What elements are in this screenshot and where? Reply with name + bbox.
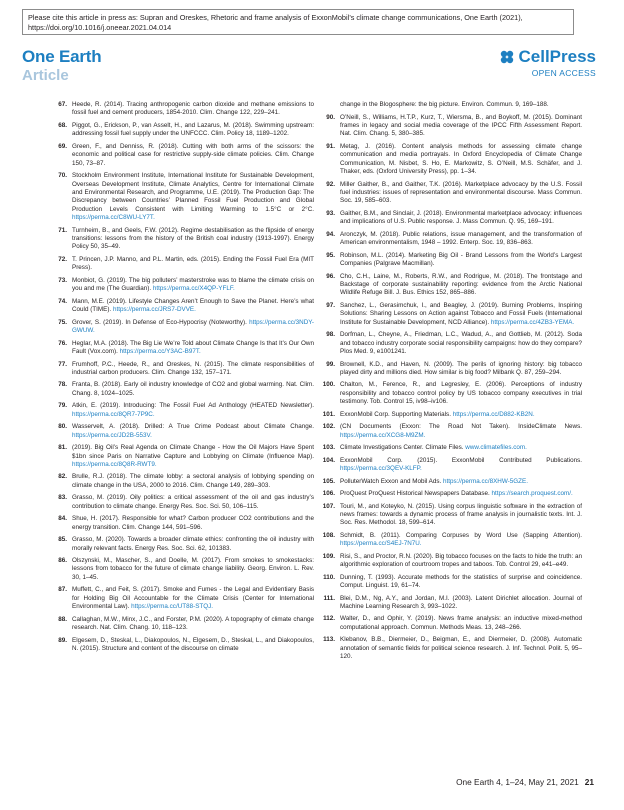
reference-text (72, 277, 314, 294)
reference-text (72, 515, 314, 532)
reference-number: 72. (58, 255, 67, 263)
reference-item (50, 536, 314, 553)
reference-item (318, 231, 582, 248)
reference-number: 98. (326, 331, 335, 339)
reference-body: Atkin, E. (2019). Introducing: The Fossil Fuel Ad Anthology (HEATED Newsletter). (72, 402, 314, 410)
reference-item (50, 340, 314, 357)
reference-text (340, 553, 582, 570)
reference-number: 101. (322, 410, 335, 418)
reference-text (72, 536, 314, 553)
page-footer (456, 777, 594, 787)
reference-body: Muffett, C., and Feit, S. (2017). Smoke and Fumes - the Legal and Evidentiary Basis for Holding Big Oil Accountable for the Climate Crisis (Center for International Environmental Law). (72, 586, 314, 611)
reference-body: Miller Gaither, B., and Gaither, T.K. (2016). Marketplace advocacy by the U.S. Fossil fuel industries: issues of representation and environmental discourse. Mass Commun. Soc. 19, 585–603. (340, 180, 582, 205)
reference-item (318, 381, 582, 406)
reference-body: Dunning, T. (1993). Accurate methods for the statistics of surprise and coincidence. Comput. Linguist. 19, 61–74. (340, 573, 582, 590)
reference-item (50, 473, 314, 490)
reference-item (318, 361, 582, 378)
reference-number: 94. (326, 230, 335, 238)
reference-number: 99. (326, 360, 335, 368)
reference-body: Metag, J. (2016). Content analysis methods for assessing climate change communication and media portrayals. In Oxford Encyclopedia of Climate Change Communication, M. Nisbet, S. Ho, E. Markowitz, S. O’Neill, M.S. Schäfer, and J. Thaker, eds. (Oxford University Press), pp. 1–34. (340, 142, 582, 176)
reference-item (318, 423, 582, 440)
reference-body: Monbiot, G. (2019). The big polluters’ masterstroke was to blame the climate crisis on you and me (The Guardian). (72, 276, 314, 293)
reference-body: ProQuest ProQuest Historical Newspapers Database. (340, 490, 490, 498)
reference-body: O’Neill, S., Williams, H.T.P., Kurz, T., Wiersma, B., and Boykoff, M. (2015). Dominant frames in legacy and social media coverage of the IPCC Fifth Assessment Report. Nat. Clim. Chang. 5, 380–385. (340, 113, 582, 138)
reference-link[interactable]: https://perma.cc/3NDY-GWUW. (72, 318, 314, 335)
reference-number: 84. (58, 515, 67, 523)
reference-number: 74. (58, 297, 67, 305)
reference-text (72, 637, 314, 654)
reference-text (72, 423, 314, 440)
reference-body: Walter, D., and Ophir, Y. (2019). News frame analysis: an inductive mixed-method computational approach. Commun. Methods Meas. 13, 248–266. (340, 615, 582, 631)
page-number: 21 (584, 777, 594, 787)
reference-link[interactable]: https://search.proquest.com/. (491, 490, 573, 498)
reference-link[interactable]: https://perma.cc/UT88-STQJ. (131, 603, 214, 611)
reference-item (318, 615, 582, 632)
reference-number: 91. (326, 142, 335, 150)
reference-number: 93. (326, 209, 335, 217)
reference-item (318, 574, 582, 591)
reference-body: Chalton, M., Ference, R., and Legresley, E. (2006). Perceptions of industry responsibility and tobacco control policy by US tobacco company executives in trial testimony. Tob. Control 15, iv98–iv106. (340, 381, 582, 406)
reference-number: 111. (323, 594, 335, 602)
reference-text (72, 143, 314, 168)
reference-text (340, 210, 582, 227)
reference-item (50, 381, 314, 398)
reference-number: 68. (58, 121, 67, 129)
reference-text (72, 256, 314, 273)
reference-body: Cho, C.H., Laine, M., Roberts, R.W., and Rodrigue, M. (2018). The frontstage and Backstage of corporate sustainability reporting: evidence from the Arctic National Wildlife Refuge Bill. J. Bus. Ethics 152, 865–886. (340, 272, 582, 297)
reference-item (318, 595, 582, 612)
reference-item (318, 457, 582, 474)
reference-text (340, 457, 582, 474)
reference-number: 95. (326, 251, 335, 259)
citation-notice: Please cite this article in press as: Supran and Oreskes, Rhetoric and frame analysis of ExxonMobil’s climate change communications, One Earth (2021), https://doi.org/10.1016/j.oneear.2021.04.014 (22, 9, 574, 35)
reference-item (318, 252, 582, 269)
reference-link[interactable]: https://perma.cc/8QR7-7P9C. (72, 410, 155, 418)
reference-item (318, 331, 582, 356)
reference-link[interactable]: https://perma.cc/Y3AC-B97T. (119, 348, 201, 355)
reference-number: 78. (58, 381, 67, 389)
reference-number: 87. (58, 586, 67, 594)
reference-item (318, 532, 582, 549)
reference-body: Mann, M.E. (2019). Lifestyle Changes Aren’t Enough to Save the Planet. Here’s what Could (TIME). (72, 297, 314, 314)
reference-text (340, 490, 582, 498)
reference-item (50, 637, 314, 654)
reference-item (50, 557, 314, 582)
reference-body: Touri, M., and Koteyko, N. (2015). Using corpus linguistic software in the extraction of news frames: towards a dynamic process of frame analysis in journalistic texts. Int. J. Soc. Res. Methodol. 18, 599–614. (340, 502, 582, 527)
reference-item (50, 423, 314, 440)
reference-item (50, 298, 314, 315)
reference-item (50, 361, 314, 378)
reference-text (340, 532, 582, 549)
reference-number: 105. (322, 477, 335, 485)
reference-number: 96. (326, 272, 335, 280)
reference-body: Aronczyk, M. (2018). Public relations, issue management, and the transformation of American environmentalism, 1948 – 1992. Enterp. Soc. 19, 836–863. (340, 230, 582, 247)
reference-number (318, 101, 340, 109)
reference-item (318, 636, 582, 661)
reference-number: 107. (322, 502, 335, 510)
reference-text (72, 616, 314, 633)
reference-item (318, 553, 582, 570)
reference-body: ExxonMobil Corp. (2015). ExxonMobil Contributed Publications. (340, 456, 582, 464)
reference-item (50, 256, 314, 273)
journal-title[interactable]: One Earth (22, 47, 102, 66)
reference-body: ExxonMobil Corp. Supporting Materials. (340, 410, 451, 418)
reference-item (318, 273, 582, 298)
reference-text (72, 319, 314, 336)
reference-number: 109. (322, 552, 335, 560)
article-type-label: Article (22, 67, 69, 84)
reference-number: 100. (322, 381, 335, 389)
reference-body: Risi, S., and Proctor, R.N. (2020). Big tobacco focuses on the facts to hide the truth: an algorithmic exploration of courtroom tropes and taboos. Tob. Control 29, e41–e49. (340, 552, 582, 569)
reference-item (318, 444, 582, 452)
reference-body: Stockholm Environment Institute, International Institute for Sustainable Development, Overseas Development Institute, Climate Analytics, Centre for International Climate and Environmental Research, and Programme, U.E. (2019). The Production Gap: The Discrepancy between Countries’ Planned Fossil Fuel Production and Global Production Levels Consistent with Limiting Warming to 1.5°C or 2°C. (72, 172, 314, 213)
publisher-name: CellPress (518, 47, 596, 66)
reference-number: 70. (58, 172, 67, 180)
reference-text (72, 557, 314, 582)
references-left-column (50, 101, 314, 658)
reference-body: Sanchez, L., Gerasimchuk, I., and Beagley, J. (2019). Burning Problems, Inspiring Solutions: Sharing Lessons on Action against Tobacco and Fossil Fuels (International Institute for Sustainable Development, NCD Alliance). (340, 301, 582, 326)
reference-item (318, 302, 582, 327)
reference-item (50, 101, 314, 118)
reference-item (50, 444, 314, 469)
reference-item (318, 181, 582, 206)
reference-text (340, 331, 582, 356)
reference-text (340, 574, 582, 591)
reference-text (340, 361, 582, 378)
reference-body: Grasso, M. (2019). Oily politics: a critical assessment of the oil and gas industry’s contribution to climate change. Energy Res. Soc. Sci. 50, 106–115. (72, 494, 314, 510)
reference-text (340, 273, 582, 298)
reference-body: PolluterWatch Exxon and Mobil Ads. (340, 477, 442, 485)
reference-number: 71. (58, 226, 67, 234)
reference-link[interactable]: https://perma.cc/JRS7-DVVE. (112, 306, 196, 314)
reference-body: Blei, D.M., Ng, A.Y., and Jordan, M.I. (2003). Latent Dirichlet allocation. Journal of Machine Learning Research 3, 993–1022. (340, 594, 582, 610)
reference-number: 81. (58, 444, 67, 452)
reference-text (72, 172, 314, 222)
reference-item (318, 503, 582, 528)
reference-number: 112. (323, 615, 335, 623)
cellpress-logo-icon (499, 49, 515, 65)
reference-number: 86. (58, 557, 67, 565)
reference-text (72, 361, 314, 378)
reference-body: (CN Documents (Exxon: The Road Not Taken). InsideClimate News. (340, 423, 582, 431)
reference-text (340, 503, 582, 528)
reference-item (50, 586, 314, 611)
reference-number: 90. (326, 113, 335, 121)
reference-link[interactable]: https://perma.cc/8XHW-5GZE. (443, 477, 528, 485)
reference-number: 89. (58, 636, 67, 644)
reference-body: Callaghan, M.W., Minx, J.C., and Forster, P.M. (2020). A topography of climate change research. Nat. Clim. Chang. 10, 118–123. (72, 615, 314, 632)
open-access-label: OPEN ACCESS (531, 68, 596, 78)
reference-number: 88. (58, 615, 67, 623)
reference-body: Frumhoff, P.C., Heede, R., and Oreskes, N. (2015). The climate responsibilities of industrial carbon producers. Clim. Change 132, 157–171. (72, 360, 314, 376)
reference-item (50, 227, 314, 252)
reference-text (72, 402, 314, 419)
reference-text (340, 252, 582, 269)
reference-text (340, 636, 582, 661)
reference-number: 76. (58, 339, 67, 347)
reference-text (72, 340, 314, 357)
reference-text (72, 586, 314, 611)
reference-text (72, 101, 314, 118)
reference-text (340, 423, 582, 440)
reference-body: Climate Investigations Center. Climate Files. (340, 444, 464, 452)
reference-number: 85. (58, 536, 67, 544)
reference-body: Piggot, G., Erickson, P., van Asselt, H., and Lazarus, M. (2018). Swimming upstream: addressing fossil fuel supply under the UNFCCC. Clim. Policy 18, 1189–1202. (72, 121, 314, 138)
reference-number: 92. (326, 180, 335, 188)
reference-item (50, 616, 314, 633)
reference-link[interactable]: www.climatefiles.com. (465, 444, 527, 452)
reference-text (72, 494, 314, 511)
reference-body: Dorfman, L., Cheyne, A., Friedman, L.C., Wadud, A., and Gottlieb, M. (2012). Soda and tobacco industry corporate social responsibility campaigns: how do they compare? Plos Med. 9, e1001241. (340, 331, 582, 355)
reference-text (340, 411, 582, 419)
reference-link[interactable]: https://perma.cc/JD2B-553V. (72, 431, 152, 439)
reference-text (72, 298, 314, 315)
reference-item (50, 143, 314, 168)
reference-body: T. Princen, J.P. Manno, and P.L. Martin, eds. (2015). Ending the Fossil Fuel Era (MIT Press). (72, 255, 314, 272)
reference-item (50, 319, 314, 336)
reference-text (340, 114, 582, 139)
reference-number: 103. (322, 444, 335, 452)
reference-number: 108. (322, 531, 335, 539)
reference-number: 110. (323, 573, 335, 581)
reference-item (318, 490, 582, 498)
reference-text (340, 302, 582, 327)
reference-item (50, 494, 314, 511)
reference-number: 113. (323, 636, 335, 644)
reference-body: Franta, B. (2018). Early oil industry knowledge of CO2 and global warming. Nat. Clim. Chang. 8, 1024–1025. (72, 381, 314, 397)
reference-body: Grasso, M. (2020). Towards a broader climate ethics: confronting the oil industry with morally relevant facts. Energy Res. Soc. Sci. 62, 101383. (72, 536, 314, 552)
reference-item (50, 172, 314, 222)
reference-text (340, 181, 582, 206)
reference-number: 69. (58, 142, 67, 150)
reference-body: Shue, H. (2017). Responsible for what? Carbon producer CO2 contributions and the energy transition. Clim. Change 144, 591–596. (72, 515, 314, 531)
reference-body: Robinson, M.L. (2014). Marketing Big Oil - Brand Lessons from the World’s Largest Companies (Palgrave Macmillan). (340, 251, 582, 268)
reference-text (340, 478, 582, 486)
footer-citation: One Earth 4, 1–24, May 21, 2021 (456, 777, 579, 787)
reference-body: Green, F., and Denniss, R. (2018). Cutting with both arms of the scissors: the economic and political case for restrictive supply-side climate policies. Clim. Change 150, 73–87. (72, 142, 314, 167)
reference-number: 83. (58, 494, 67, 502)
reference-link[interactable]: https://perma.cc/3QEV-KLFP. (340, 465, 422, 473)
reference-body: Heglar, M.A. (2018). The Big Lie We’re Told about Climate Change Is that It’s Our Own Fault (Vox.com). (72, 339, 314, 355)
reference-link[interactable]: https://perma.cc/C8WU-LY7T. (72, 214, 155, 222)
reference-number: 104. (322, 456, 335, 464)
reference-body: (2019). Big Oil’s Real Agenda on Climate Change - How the Oil Majors Have Spent $1bn since Paris on Narrative Capture and Lobbying on Climate (Influence Map). (72, 444, 314, 460)
reference-text (340, 615, 582, 632)
reference-item (318, 101, 582, 109)
reference-body: Olszynski, M., Mascher, S., and Doelle, M. (2017). From smokes to smokestacks: lessons from tobacco for the future of climate change liability. Georg. Environ. L. Rev. 30, 1–45. (72, 557, 314, 581)
reference-body: change in the Blogosphere: the big picture. Environ. Commun. 9, 169–188. (340, 101, 549, 108)
reference-body: Heede, R. (2014). Tracing anthropogenic carbon dioxide and methane emissions to fossil fuel and cement producers, 1854-2010. Clim. Change 122, 229–241. (72, 101, 314, 117)
reference-link[interactable]: https://perma.cc/4ZB3-YEMA. (490, 318, 575, 326)
reference-number: 73. (58, 276, 67, 284)
reference-number: 77. (58, 360, 67, 368)
reference-text (340, 595, 582, 612)
reference-body: Wasservelt, A. (2018). Drilled: A True Crime Podcast about Climate Change. (72, 423, 314, 431)
reference-number: 75. (58, 318, 67, 326)
reference-item (50, 515, 314, 532)
reference-body: Brulle, R.J. (2018). The climate lobby: a sectoral analysis of lobbying spending on climate change in the USA, 2000 to 2016. Clim. Change 149, 289–303. (72, 473, 314, 489)
reference-number: 102. (322, 423, 335, 431)
reference-item (318, 143, 582, 177)
reference-text (340, 101, 582, 109)
reference-text (72, 227, 314, 252)
reference-number: 67. (58, 101, 67, 108)
reference-item (318, 411, 582, 419)
reference-text (72, 444, 314, 469)
reference-body: Elgesem, D., Steskal, L., Diakopoulos, N., Elgesem, D., Steskal, L., and Diakopoulos, N. (2015). Structure and content of the discourse on climate (72, 636, 314, 652)
reference-text (340, 381, 582, 406)
reference-text (340, 231, 582, 248)
reference-item (318, 478, 582, 486)
reference-text (340, 444, 582, 452)
references-right-column (318, 101, 582, 666)
reference-link[interactable]: https://perma.cc/S4EJ-7N7U. (340, 540, 422, 548)
reference-text (72, 381, 314, 398)
reference-link[interactable]: https://perma.cc/D882-KB2N. (452, 410, 535, 418)
reference-number: 97. (326, 301, 335, 309)
reference-link[interactable]: https://perma.cc/8Q8R-RWT9. (72, 460, 157, 468)
reference-text (72, 473, 314, 490)
reference-number: 106. (322, 490, 335, 498)
reference-item (50, 402, 314, 419)
reference-item (50, 277, 314, 294)
reference-link[interactable]: https://perma.cc/XCG8-M9ZM. (340, 431, 426, 439)
reference-body: Klebanov, B.B., Diermeier, D., Beigman, E., and Diermeier, D. (2008). Automatic annotation of semantic fields for political science research. J. Inf. Technol. Polit. 5, 95–120. (340, 636, 582, 661)
reference-item (318, 114, 582, 139)
reference-body: Schmidt, B. (2011). Comparing Corpuses by Word Use (Sapping Attention). (340, 531, 582, 539)
reference-number: 82. (58, 473, 67, 481)
reference-body: Grover, S. (2019). In Defense of Eco-Hypocrisy (Noteworthy). (72, 318, 247, 326)
publisher-logo[interactable] (499, 47, 597, 67)
reference-link[interactable]: https://perma.cc/X4QP-YFLF. (152, 285, 235, 293)
reference-number: 80. (58, 423, 67, 431)
reference-text (72, 122, 314, 139)
reference-text (340, 143, 582, 177)
reference-body: Brownell, K.D., and Haven, N. (2009). The perils of ignoring history: big tobacco played dirty and millions died. How similar is big food? Milbank Q. 87, 259–294. (340, 360, 582, 376)
reference-body: Gaither, B.M., and Sinclair, J. (2018). Environmental marketplace advocacy: influences and implications of U.S. Public response. J. Mass Commun. Q. 95, 169–191. (340, 209, 582, 226)
reference-item (318, 210, 582, 227)
reference-item (50, 122, 314, 139)
reference-number: 79. (58, 402, 67, 410)
reference-body: Turnheim, B., and Geels, F.W. (2012). Regime destabilisation as the flipside of energy transitions: lessons from the history of the British coal industry (1913-1997). Energy Policy 50, 35–49. (72, 226, 314, 251)
